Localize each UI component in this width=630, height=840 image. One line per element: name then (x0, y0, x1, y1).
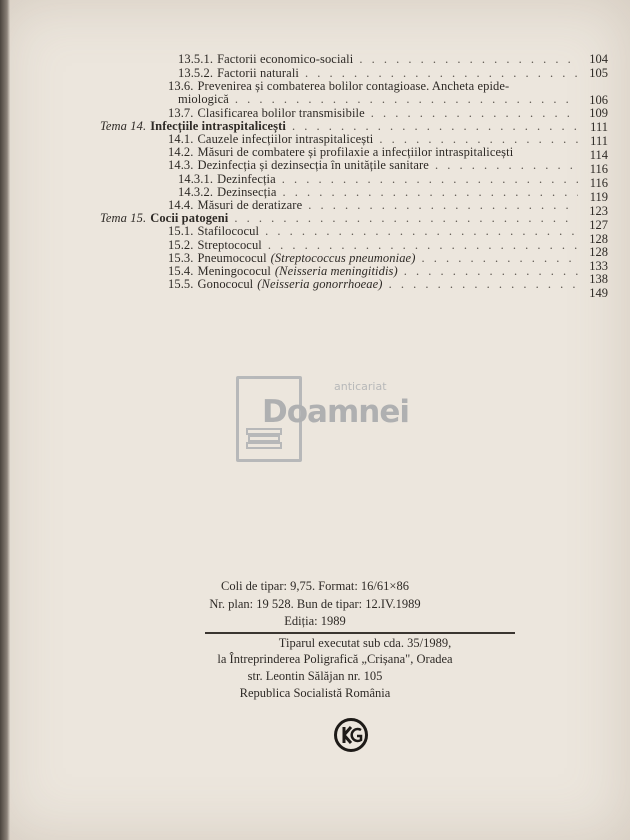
toc-title: Dezinfecția și dezinsecția în unitățile sanitare (197, 158, 429, 172)
toc-title: Pneumococul (197, 251, 267, 265)
dot-leader (265, 224, 578, 239)
colophon-printing-order: Tiparul executat sub cda. 35/1989, (278, 636, 452, 650)
toc-number: 14.2. (168, 145, 194, 159)
dot-leader (359, 52, 578, 67)
toc-page-number: 111 (590, 134, 608, 148)
toc-page-number: 116 (589, 176, 608, 190)
toc-page-number: 116 (589, 162, 608, 176)
colophon-country: Republica Socialistă România (239, 686, 391, 700)
toc-title: miologică (178, 92, 229, 106)
toc-entry (168, 158, 584, 173)
toc-title: Cocii patogeni (150, 211, 229, 225)
dot-leader (389, 277, 578, 292)
divider-line (205, 632, 515, 634)
toc-chapter-label: Tema 14. (100, 119, 147, 133)
toc-title: Dezinfecția (217, 172, 276, 186)
toc-number: 13.5.1. (178, 52, 214, 66)
dot-leader (435, 158, 578, 173)
watermark-brand-text: Doamnei (262, 394, 409, 430)
toc-title: Prevenirea și combaterea bolilor contagioase. Ancheta epide- (197, 79, 510, 93)
toc-number: 14.3. (168, 158, 194, 172)
toc-page-number: 123 (589, 204, 608, 218)
toc-chapter-label: Tema 15. (100, 211, 147, 225)
toc-number: 14.1. (168, 132, 194, 146)
toc-page-number: 109 (589, 106, 608, 120)
toc-title: Dezinsecția (217, 185, 277, 199)
toc-page-number: 111 (590, 120, 608, 134)
toc-number: 15.4. (168, 264, 194, 278)
toc-number: 15.2. (168, 238, 194, 252)
toc-latin-name: (Neisseria gonorrhoeae) (257, 277, 383, 291)
toc-page-number: 105 (589, 66, 608, 80)
toc-entry (168, 277, 584, 292)
toc-title: Factorii naturali (217, 66, 299, 80)
toc-title: Cauzele infecțiilor intraspitalicești (197, 132, 374, 146)
printer-logo-icon (334, 718, 368, 752)
toc-number: 15.3. (168, 251, 194, 265)
toc-title: Clasificarea bolilor transmisibile (197, 106, 365, 120)
watermark-logo (236, 376, 409, 460)
colophon-street: str. Leontin Sălăjan nr. 105 (247, 669, 383, 683)
toc-number: 14.3.2. (178, 185, 214, 199)
toc-number: 14.3.1. (178, 172, 214, 186)
toc-page-number: 114 (589, 148, 608, 162)
toc-title: Infecțiile intraspitalicești (150, 119, 286, 133)
colophon-printer: la Întreprinderea Poligrafică „Crișana", Oradea (217, 652, 453, 666)
toc-page-number: 104 (589, 52, 608, 66)
dot-leader (235, 92, 578, 107)
toc-page-number: 133 (589, 259, 608, 273)
toc-title: Măsuri de combatere și profilaxie a infecțiilor intraspitalicești (197, 145, 514, 159)
toc-page-number: 106 (589, 93, 608, 107)
toc-page-number: 119 (589, 190, 608, 204)
toc-title: Meningococul (197, 264, 271, 278)
toc-title: Stafilococul (197, 224, 260, 238)
page-gutter (0, 0, 10, 840)
toc-latin-name: (Streptococcus pneumoniae) (270, 251, 416, 265)
toc-page-number: 149 (589, 286, 608, 300)
toc-title: Factorii economico-sociali (217, 52, 354, 66)
watermark-small-text: anticariat (334, 380, 387, 393)
toc-entry (168, 224, 584, 239)
colophon-edition: Ediția: 1989 (284, 614, 346, 628)
colophon-plan-number: Nr. plan: 19 528. Bun de tipar: 12.IV.1989 (209, 597, 421, 611)
toc-number: 14.4. (168, 198, 194, 212)
toc-number: 13.6. (168, 79, 194, 93)
books-icon (246, 428, 282, 450)
toc-page-number: 127 (589, 218, 608, 232)
toc-number: 15.1. (168, 224, 194, 238)
toc-entry (178, 92, 584, 107)
toc-number: 13.7. (168, 106, 194, 120)
toc-page-number: 138 (589, 272, 608, 286)
toc-latin-name: (Neisseria meningitidis) (274, 264, 398, 278)
toc-page-number: 128 (589, 232, 608, 246)
toc-number: 15.5. (168, 277, 194, 291)
toc-title: Streptococul (197, 238, 262, 252)
toc-number: 13.5.2. (178, 66, 214, 80)
colophon-print-sheets: Coli de tipar: 9,75. Format: 16/61×86 (221, 579, 409, 593)
toc-title: Măsuri de deratizare (197, 198, 303, 212)
toc-entry (178, 52, 584, 67)
toc-title: Gonococul (197, 277, 254, 291)
toc-page-number: 128 (589, 245, 608, 259)
